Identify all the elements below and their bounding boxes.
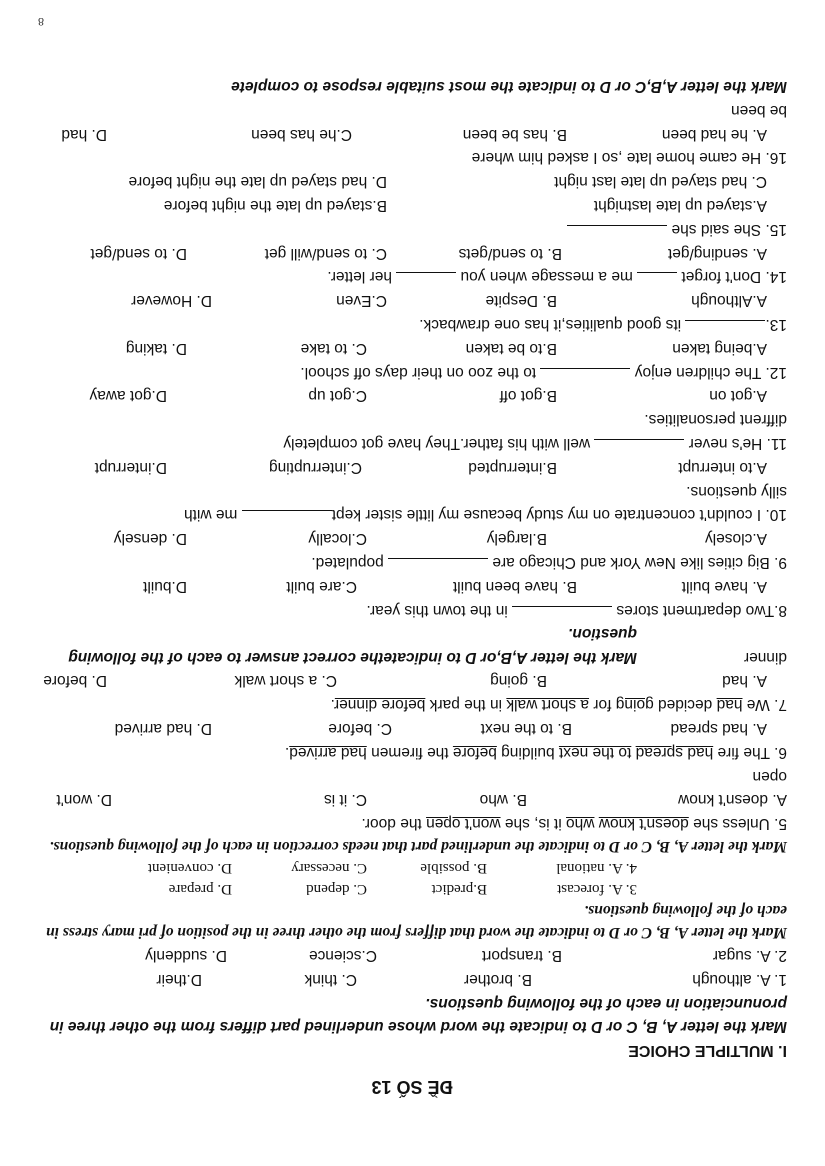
q3-option-c: C. depend bbox=[306, 881, 367, 898]
question-11-stem bbox=[37, 431, 787, 455]
q12-blank bbox=[540, 368, 630, 383]
q2-option-b: B. transport bbox=[481, 947, 562, 965]
q7-text: 7. We bbox=[742, 696, 787, 714]
q13-option-a: A.Although bbox=[691, 292, 767, 310]
q6-option-c: C. before bbox=[328, 720, 392, 738]
q8-option-a: A. have built bbox=[681, 577, 767, 595]
q11-option-b: B.got off bbox=[499, 387, 557, 405]
q3-option-b: B.predict bbox=[431, 881, 487, 898]
q7-option-a: A. had bbox=[722, 672, 767, 690]
q6-text: the firemen bbox=[366, 743, 453, 761]
q12-text: 12. The children enjoy bbox=[630, 363, 787, 381]
q13-text: its good qualities,it has one drawback. bbox=[419, 316, 686, 334]
q11-option-d: D.got away bbox=[89, 387, 167, 405]
question-12-options bbox=[37, 336, 787, 360]
question-11-options bbox=[37, 384, 787, 408]
q14-text: her letter. bbox=[327, 268, 397, 286]
q10-option-d: D.interrupt bbox=[94, 458, 167, 476]
q11-text: well with his father.They have got completely bbox=[283, 435, 595, 453]
instruction-stress: Mark the letter A, B, C or D to indicate the word that differs from the other three in the position of pri mary stress in each of the following questions. bbox=[45, 902, 787, 942]
question-5-options bbox=[37, 788, 787, 812]
q10-option-b: B.interrupted bbox=[468, 458, 557, 476]
question-16-stem bbox=[37, 146, 787, 170]
q11-blank bbox=[594, 439, 684, 454]
q5-underline-c: won't open bbox=[426, 815, 501, 833]
page-title: ĐỀ SỐ 13 bbox=[371, 1077, 453, 1097]
q9-option-a: A.closely bbox=[704, 530, 767, 548]
q9-text: 9. Big cities like New York and Chicago are bbox=[488, 554, 787, 572]
q14-option-c: C. to send/will get bbox=[264, 244, 387, 262]
question-12-stem bbox=[37, 360, 787, 384]
q13-text: 13. bbox=[765, 316, 787, 334]
question-5-stem bbox=[37, 811, 787, 835]
q5-text: 5. Unless she bbox=[688, 815, 787, 833]
question-8-stem bbox=[37, 598, 787, 622]
q6-underline-d: had arrived bbox=[289, 743, 367, 761]
q12-text: to the zoo on their days off school. bbox=[300, 363, 541, 381]
q1-option-c: C. think bbox=[304, 970, 357, 988]
q9-option-d: D. densely bbox=[113, 530, 187, 548]
q15-option-c: C. had stayed up late last night bbox=[554, 173, 767, 191]
q12-option-c: C. to take bbox=[300, 339, 367, 357]
question-15-stem bbox=[37, 217, 787, 241]
q8-option-d: D.built bbox=[143, 577, 187, 595]
q5-option-a: A. doesn't know bbox=[678, 791, 787, 809]
q14-option-b: B. to send/gets bbox=[458, 244, 562, 262]
q2-option-d: D. suddenly bbox=[145, 947, 227, 965]
q13-blank bbox=[685, 320, 765, 335]
question-7-continuation-row bbox=[37, 622, 787, 669]
instruction-pronunciation: Mark the letter A, B, C or D to indicate the word whose underlined part differs from the other three in pronunciation in each of the following questions. bbox=[49, 994, 787, 1036]
q7-underline-b: going bbox=[615, 696, 654, 714]
q2-option-c: C.science bbox=[308, 947, 377, 965]
q15-option-a: A.stayed up late lastnight bbox=[593, 197, 767, 215]
q14-blank-b bbox=[396, 272, 456, 287]
question-7-stem bbox=[37, 692, 787, 716]
q10-continuation: silly questions. bbox=[686, 482, 787, 500]
q13-option-d: D. However bbox=[131, 292, 212, 310]
q7-underline-a: had bbox=[716, 696, 743, 714]
q13-option-b: B. Despite bbox=[485, 292, 557, 310]
q16-option-d: D. had bbox=[61, 125, 107, 143]
q7-underline-d: before dinner bbox=[334, 696, 426, 714]
q6-text: building bbox=[496, 743, 559, 761]
q6-text: . bbox=[284, 743, 290, 761]
question-15-options-cd bbox=[37, 170, 787, 194]
q5-text bbox=[594, 815, 598, 832]
q10-option-a: A.to interrupt bbox=[678, 458, 767, 476]
instruction-correct-answer: Mark the letter A,B,or D to indicatethe correct answer to each of the following question. bbox=[68, 624, 637, 666]
q9-option-b: B.largely bbox=[486, 530, 547, 548]
question-10-stem bbox=[37, 503, 787, 527]
q10-text: 10. I couldn't concentrate on my study because my little sister kept bbox=[331, 506, 787, 524]
q3-option-d: D. prepare bbox=[168, 881, 232, 898]
q3-option-a: 3. A. forecast bbox=[557, 881, 637, 898]
q8-text: 8.Two department stores bbox=[612, 601, 787, 619]
q8-blank bbox=[512, 606, 612, 621]
q8-text: in the town this year. bbox=[366, 601, 513, 619]
question-10-options bbox=[37, 455, 787, 479]
q9-option-c: C.locally bbox=[308, 530, 367, 548]
q9-text: populated. bbox=[311, 554, 389, 572]
question-9-options bbox=[37, 526, 787, 550]
q2-option-a: 2. A. sugar bbox=[712, 947, 787, 965]
q6-underline-b: to the next bbox=[558, 743, 632, 761]
q6-underline-c: before bbox=[452, 743, 497, 761]
q7-text: decided bbox=[653, 696, 717, 714]
worksheet bbox=[37, 74, 787, 1098]
q6-option-d: D. had arrived bbox=[114, 720, 212, 738]
q1-option-a: 1. A. although bbox=[692, 970, 787, 988]
question-6-stem bbox=[37, 740, 787, 764]
q10-blank bbox=[242, 510, 332, 525]
q16-option-c: C.he has been bbox=[251, 125, 352, 143]
q16-option-b: B. has be been bbox=[462, 125, 567, 143]
q5-continuation: open bbox=[752, 767, 787, 785]
q14-option-d: D. to send/get bbox=[90, 244, 187, 262]
q5-text: the door. bbox=[361, 815, 427, 833]
q5-underline-a: doesn't know bbox=[598, 815, 689, 833]
q10-text: me with bbox=[184, 506, 242, 524]
q4-option-a: 4. A. national bbox=[556, 860, 637, 877]
question-4 bbox=[37, 857, 787, 878]
q8-option-c: C.are built bbox=[286, 577, 357, 595]
q14-blank-a bbox=[637, 272, 677, 287]
q7-continuation: dinner bbox=[743, 648, 787, 666]
q6-option-b: B. to the next bbox=[480, 720, 572, 738]
question-2 bbox=[37, 943, 787, 967]
q4-option-d: D. convenient bbox=[147, 860, 232, 877]
q14-text: 14. Don't forget bbox=[677, 268, 787, 286]
question-13-stem bbox=[37, 312, 787, 336]
q1-option-b: B. brother bbox=[463, 970, 532, 988]
q4-option-b: B. possible bbox=[420, 860, 487, 877]
question-6-options bbox=[37, 716, 787, 740]
question-14-options bbox=[37, 241, 787, 265]
q5-option-d: D. won't bbox=[56, 791, 112, 809]
q10-option-c: C.interrupting bbox=[268, 458, 362, 476]
q15-text: 15. She said she bbox=[667, 220, 787, 238]
q11-option-c: C.got up bbox=[308, 387, 367, 405]
q7-underline-c: a short walk bbox=[506, 696, 590, 714]
q12-option-d: D. taking bbox=[125, 339, 187, 357]
instruction-error: Mark the letter A, B, C or D to indicate the underlined part that needs correction in each of the following questions. bbox=[49, 838, 787, 856]
question-8-options bbox=[37, 574, 787, 598]
q15-option-b: B.stayed up late the night before bbox=[163, 197, 387, 215]
q12-option-a: A.being taken bbox=[672, 339, 767, 357]
q16-continuation: be been bbox=[730, 101, 787, 119]
question-9-stem bbox=[37, 550, 787, 574]
q9-blank bbox=[388, 558, 488, 573]
question-7-options bbox=[37, 669, 787, 693]
q7-text: . bbox=[330, 696, 335, 714]
question-14-stem bbox=[37, 265, 787, 289]
q1-option-d: D.their bbox=[156, 970, 202, 988]
q13-option-c: C.Even bbox=[336, 292, 387, 310]
question-13-options bbox=[37, 288, 787, 312]
question-3 bbox=[37, 878, 787, 899]
q5-underline-b: who bbox=[566, 815, 595, 833]
q8-option-b: B. have been built bbox=[452, 577, 577, 595]
section-heading: I. MULTIPLE CHOICE bbox=[628, 1042, 787, 1060]
q4-option-c: C. necessary bbox=[291, 860, 367, 877]
q6-option-a: A. had spread bbox=[670, 720, 767, 738]
q15-option-d: D. had stayed up late the night before bbox=[128, 173, 387, 191]
q6-underline-a: had spread bbox=[635, 743, 714, 761]
q11-continuation: diffrent personalities. bbox=[644, 411, 787, 429]
q16-text: 16. He came home late ,so I asked him where bbox=[471, 149, 787, 167]
question-15-options-ab bbox=[37, 193, 787, 217]
q11-text: 11. He's never bbox=[684, 435, 787, 453]
q14-text: me a message when you bbox=[456, 268, 638, 286]
q15-blank bbox=[567, 225, 667, 240]
q7-option-c: C. a short walk bbox=[234, 672, 337, 690]
q11-option-a: A.got on bbox=[709, 387, 767, 405]
q7-option-b: B. going bbox=[490, 672, 547, 690]
page-number: 8 bbox=[38, 15, 44, 29]
q5-option-b: B. who bbox=[479, 791, 527, 809]
q16-option-a: A. he had been bbox=[661, 125, 767, 143]
q6-text: 6. The fire bbox=[713, 743, 787, 761]
q14-option-a: A. sending/get bbox=[667, 244, 767, 262]
q12-option-b: B.to be taken bbox=[465, 339, 557, 357]
question-1 bbox=[37, 967, 787, 991]
q5-text: it is, she bbox=[500, 815, 567, 833]
instruction-response: Mark the letter A,B,C or D to indicate the most suitable respose to complete bbox=[231, 78, 787, 96]
q7-option-d: D. before bbox=[43, 672, 107, 690]
q7-text: in the park bbox=[425, 696, 507, 714]
question-16-options bbox=[37, 122, 787, 146]
q6-text bbox=[631, 744, 635, 761]
q5-option-c: C. it is bbox=[323, 791, 367, 809]
q7-text: for bbox=[589, 696, 616, 714]
